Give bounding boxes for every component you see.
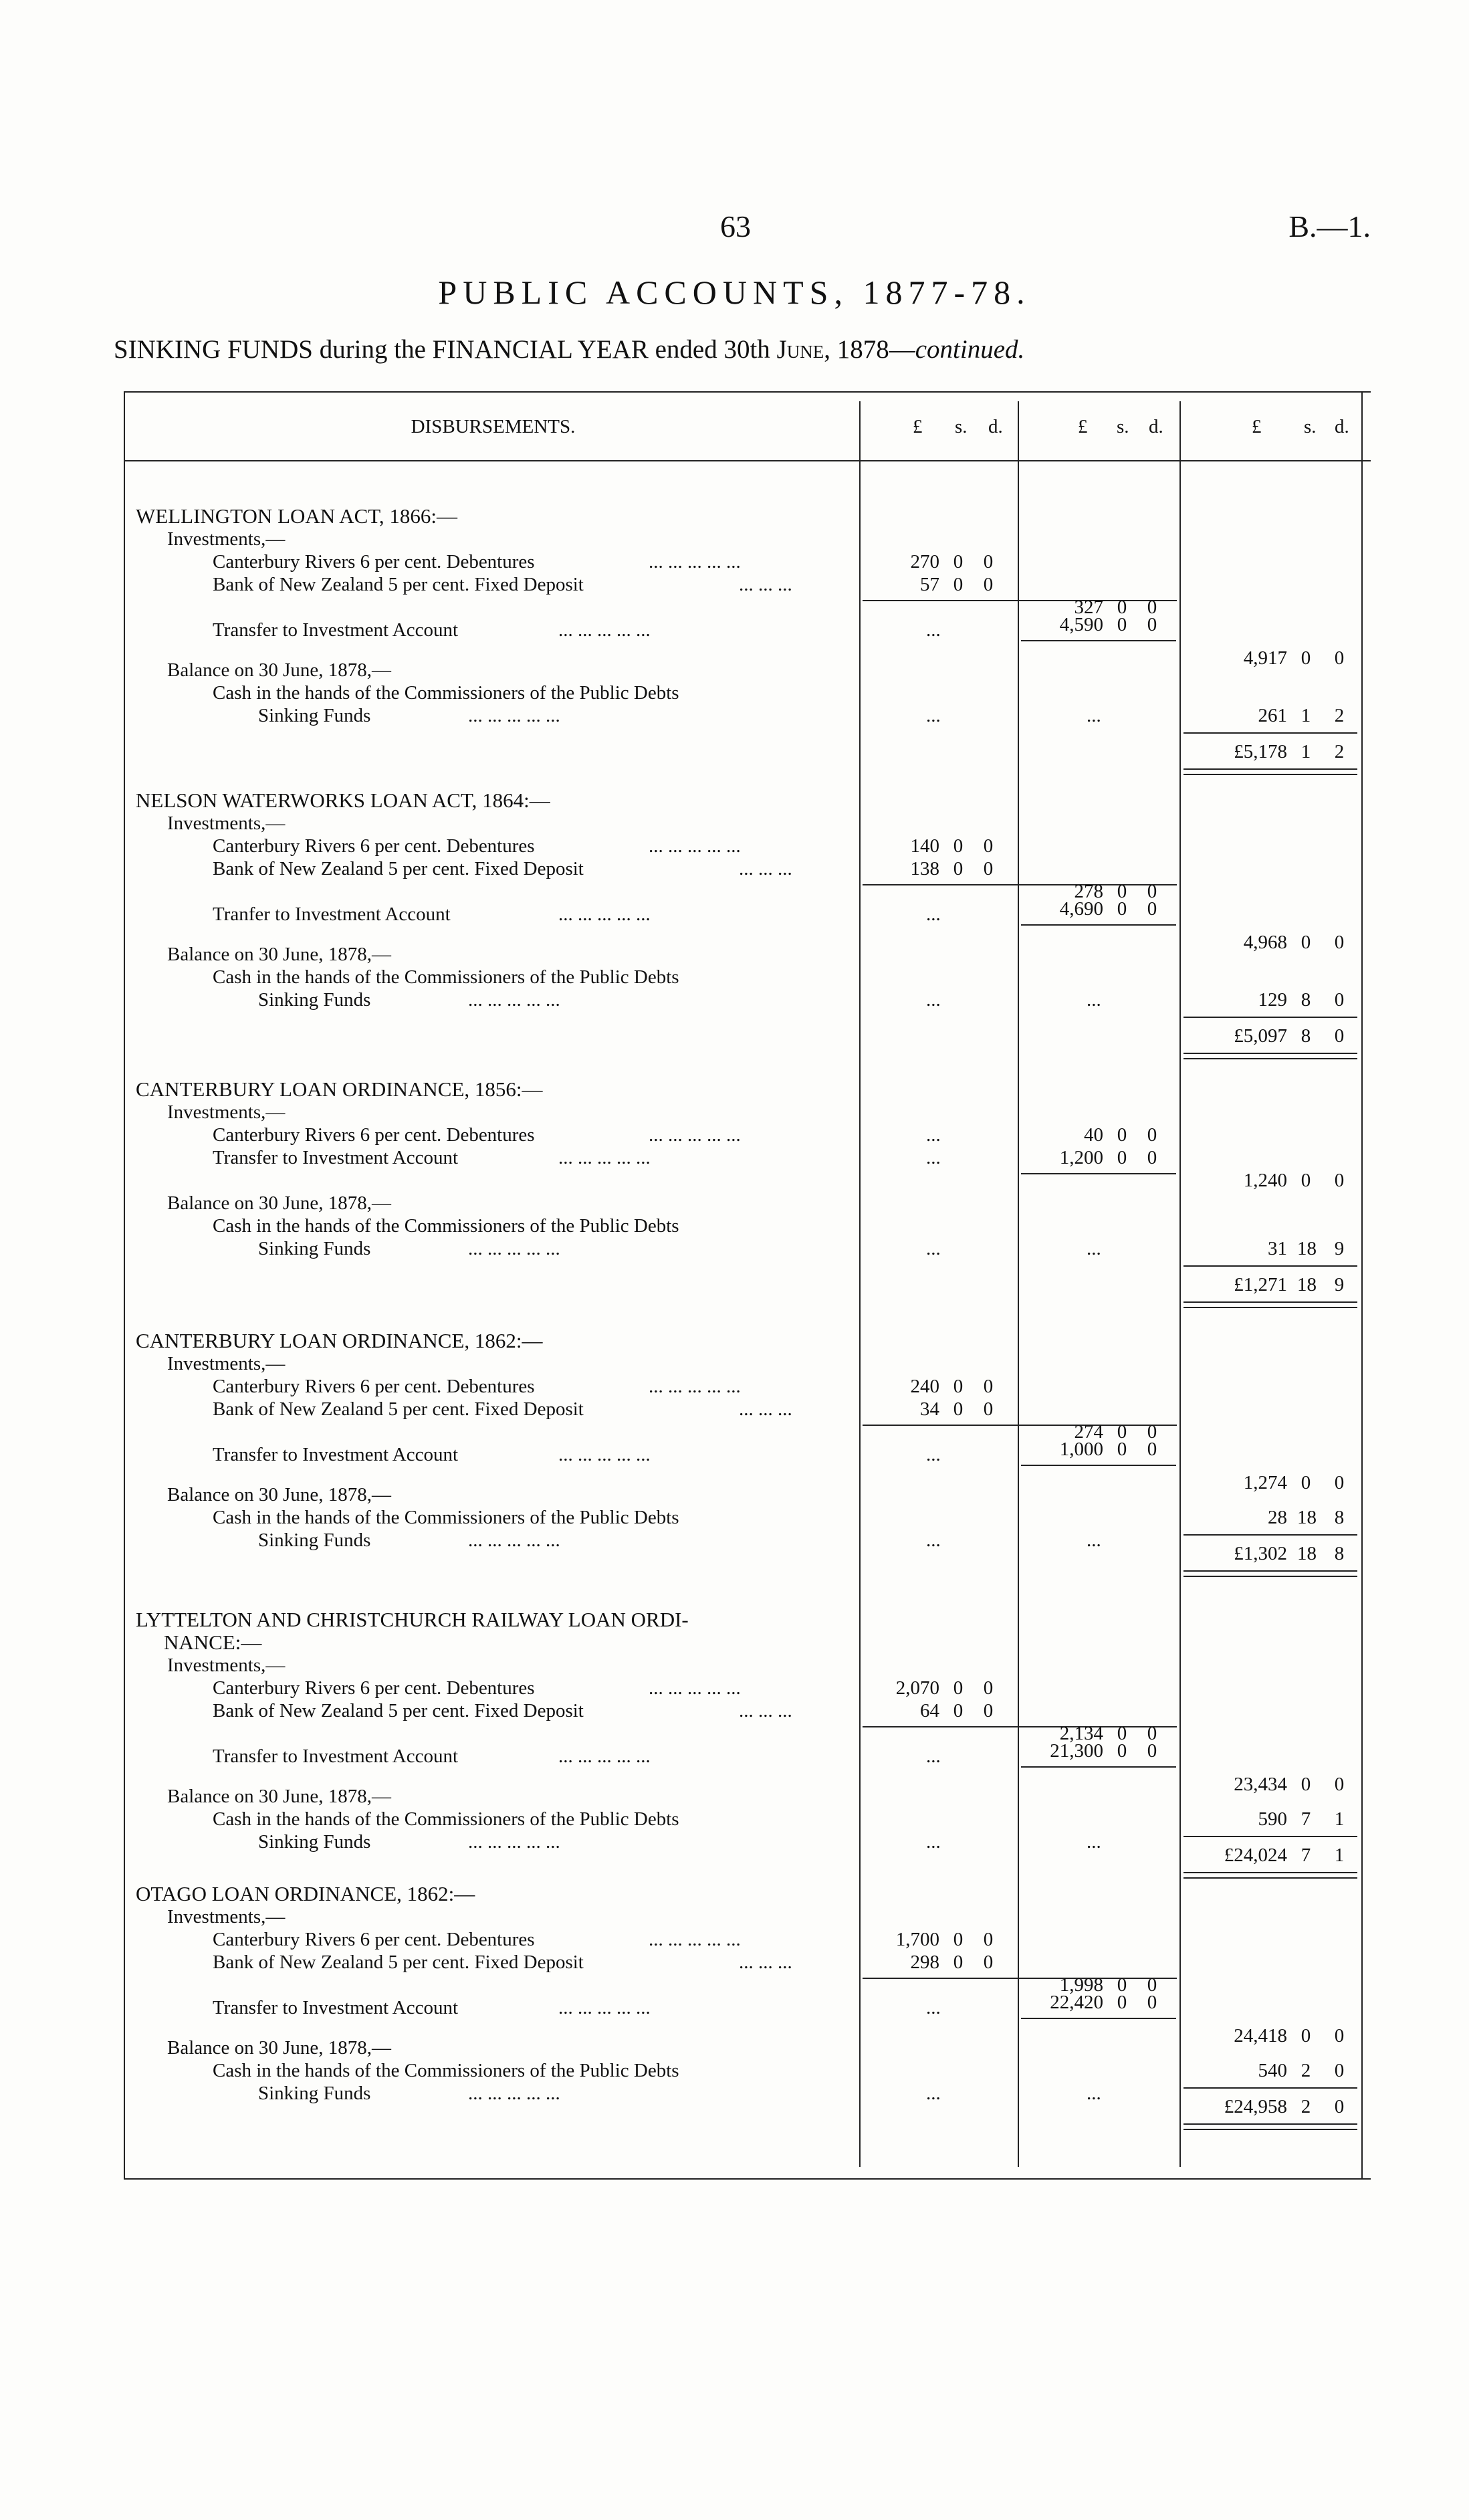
section-6-subtotal-pounds: 1,998 <box>1059 1974 1103 1996</box>
section-4-transfer-label: Transfer to Investment Account <box>213 1444 459 1465</box>
section-1-sinking-label: Sinking Funds <box>258 705 371 726</box>
section-5-bank-label: Bank of New Zealand 5 per cent. Fixed Deposit <box>213 1700 584 1721</box>
section-3-grand-total-pounds: £1,271 <box>1234 1274 1287 1295</box>
section-2-canterbury-amount-pounds: 140 <box>910 835 939 857</box>
section-6-investment-total-shillings: 0 <box>1301 2025 1311 2046</box>
section-1-bank-amount-pence: 0 <box>983 574 994 595</box>
section-2-grand-rule-1 <box>1183 1053 1357 1054</box>
section-3-sinking-label: Sinking Funds <box>258 1238 371 1259</box>
section-6-subtotal-shillings: 0 <box>1117 1974 1127 1996</box>
section-6-cash-c2-dots: ... <box>1087 2083 1101 2104</box>
section-6-transfer-amount-shillings: 0 <box>1117 1992 1127 2013</box>
section-2-cash-amount-shillings: 8 <box>1301 989 1311 1011</box>
section-6-subtotal-pence: 0 <box>1147 1974 1157 1996</box>
section-2-bank-amount-shillings: 0 <box>953 858 964 879</box>
section-5-canterbury-label: Canterbury Rivers 6 per cent. Debentures <box>213 1677 535 1699</box>
section-2-cash-amount-pence: 0 <box>1334 989 1345 1011</box>
section-1-grand-rule-2 <box>1183 774 1357 775</box>
section-3-cash-label: Cash in the hands of the Commissioners of the Public Debts <box>213 1215 679 1237</box>
section-3-cash-amount-pence: 9 <box>1334 1238 1345 1259</box>
section-1-investments-label: Investments,— <box>167 528 286 550</box>
section-3-cash-amount-shillings: 18 <box>1297 1238 1317 1259</box>
section-3-grand-rule-top <box>1183 1265 1357 1267</box>
col3-pound-header: £ <box>1252 416 1262 437</box>
section-5-investment-total-shillings: 0 <box>1301 1774 1311 1795</box>
section-1-cash-label: Cash in the hands of the Commissioners of the Public Debts <box>213 682 679 704</box>
section-1-bank-amount-shillings: 0 <box>953 574 964 595</box>
section-4-grand-total-pounds: £1,302 <box>1234 1543 1287 1564</box>
section-3-canterbury-leader: ... ... ... ... ... <box>649 1124 741 1146</box>
section-4-title: CANTERBURY LOAN ORDINANCE, 1862:— <box>136 1329 543 1352</box>
section-2-transfer-label: Tranfer to Investment Account <box>213 904 451 925</box>
section-6-bank-amount-shillings: 0 <box>953 1952 964 1973</box>
section-5-grand-rule-2 <box>1183 1877 1357 1879</box>
section-3-balance-label: Balance on 30 June, 1878,— <box>167 1192 392 1214</box>
section-1-grand-rule-top <box>1183 732 1357 734</box>
section-4-bank-amount-pounds: 34 <box>920 1398 939 1420</box>
section-6-cash-label: Cash in the hands of the Commissioners of the Public Debts <box>213 2060 679 2081</box>
section-3-transfer-leader: ... ... ... ... ... <box>558 1147 651 1168</box>
section-4-bank-amount-pence: 0 <box>983 1398 994 1420</box>
section-4-transfer-amount-pounds: 1,000 <box>1059 1439 1103 1460</box>
section-2-transfer-leader: ... ... ... ... ... <box>558 904 651 925</box>
document-reference: B.—1. <box>1288 209 1371 243</box>
section-4-investment-total-pounds: 1,274 <box>1243 1472 1287 1493</box>
section-5-cash-amount-pence: 1 <box>1334 1808 1345 1830</box>
col3-pence-header: d. <box>1335 416 1349 437</box>
section-5-subtotal-pence: 0 <box>1147 1723 1157 1744</box>
section-6-bank-amount-pence: 0 <box>983 1952 994 1973</box>
section-1-subtotal-pence: 0 <box>1147 597 1157 618</box>
section-5-sinking-leader: ... ... ... ... ... <box>468 1831 560 1853</box>
section-4-transfer-leader: ... ... ... ... ... <box>558 1444 651 1465</box>
section-5-grand-total-pence: 1 <box>1334 1845 1345 1866</box>
section-4-bank-leader: ... ... ... <box>739 1398 792 1420</box>
section-6-grand-total-pence: 0 <box>1334 2096 1345 2117</box>
section-2-canterbury-label: Canterbury Rivers 6 per cent. Debentures <box>213 835 535 857</box>
section-2-investment-total-shillings: 0 <box>1301 932 1311 953</box>
section-5-bank-amount-pence: 0 <box>983 1700 994 1721</box>
table-bottom-rule <box>124 2178 1371 2180</box>
section-1-transfer-label: Transfer to Investment Account <box>213 619 459 641</box>
section-5-investment-total-pence: 0 <box>1334 1774 1345 1795</box>
section-3-canterbury-amount-pence: 0 <box>1147 1124 1157 1146</box>
section-5-title-cont: NANCE:— <box>164 1631 262 1654</box>
section-5-canterbury-amount-shillings: 0 <box>953 1677 964 1699</box>
section-2-grand-rule-2 <box>1183 1058 1357 1059</box>
section-3-transfer-label: Transfer to Investment Account <box>213 1147 459 1168</box>
section-2-subtotal-shillings: 0 <box>1117 881 1127 902</box>
section-4-canterbury-amount-pence: 0 <box>983 1376 994 1397</box>
section-5-transfer-label: Transfer to Investment Account <box>213 1746 459 1767</box>
section-2-grand-total-shillings: 8 <box>1301 1025 1311 1047</box>
section-4-canterbury-label: Canterbury Rivers 6 per cent. Debentures <box>213 1376 535 1397</box>
section-3-cash-c1-dots: ... <box>926 1238 941 1259</box>
section-3-investments-label: Investments,— <box>167 1101 286 1123</box>
section-4-investment-total-shillings: 0 <box>1301 1472 1311 1493</box>
section-6-transfer-rule <box>1021 2018 1176 2019</box>
section-5-transfer-amount-shillings: 0 <box>1117 1740 1127 1762</box>
page-number: 63 <box>720 209 751 243</box>
section-1-transfer-leader: ... ... ... ... ... <box>558 619 651 641</box>
table-right-border <box>1361 391 1363 2180</box>
section-1-canterbury-amount-pounds: 270 <box>910 551 939 572</box>
section-6-investment-total-pence: 0 <box>1334 2025 1345 2046</box>
section-5-canterbury-leader: ... ... ... ... ... <box>649 1677 741 1699</box>
section-2-transfer-amount-pence: 0 <box>1147 898 1157 920</box>
section-2-canterbury-leader: ... ... ... ... ... <box>649 835 741 857</box>
section-6-cash-amount-shillings: 2 <box>1301 2060 1311 2081</box>
section-3-canterbury-amount-shillings: 0 <box>1117 1124 1127 1146</box>
section-1-canterbury-amount-shillings: 0 <box>953 551 964 572</box>
section-2-grand-total-pence: 0 <box>1334 1025 1345 1047</box>
subtitle-text: SINKING FUNDS during the FINANCIAL YEAR ended 30th <box>114 335 777 364</box>
section-1-subtotal-shillings: 0 <box>1117 597 1127 618</box>
section-4-transfer-rule <box>1021 1465 1176 1466</box>
section-5-subtotal-pounds: 2,134 <box>1059 1723 1103 1744</box>
section-4-transfer-amount-pence: 0 <box>1147 1439 1157 1460</box>
section-6-cash-c1-dots: ... <box>926 2083 941 2104</box>
section-6-title: OTAGO LOAN ORDINANCE, 1862:— <box>136 1882 475 1905</box>
section-5-grand-rule-top <box>1183 1836 1357 1837</box>
section-6-bank-label: Bank of New Zealand 5 per cent. Fixed Deposit <box>213 1952 584 1973</box>
section-4-grand-rule-top <box>1183 1534 1357 1536</box>
section-5-canterbury-amount-pounds: 2,070 <box>895 1677 939 1699</box>
section-3-cash-amount-pounds: 31 <box>1268 1238 1287 1259</box>
section-5-investment-total-pounds: 23,434 <box>1234 1774 1287 1795</box>
section-4-balance-label: Balance on 30 June, 1878,— <box>167 1484 392 1505</box>
section-1-cash-c1-dots: ... <box>926 705 941 726</box>
section-4-canterbury-amount-pounds: 240 <box>910 1376 939 1397</box>
section-5-balance-label: Balance on 30 June, 1878,— <box>167 1786 392 1807</box>
section-6-canterbury-leader: ... ... ... ... ... <box>649 1929 741 1950</box>
section-1-title: WELLINGTON LOAN ACT, 1866:— <box>136 504 458 528</box>
section-1-cash-c2-dots: ... <box>1087 705 1101 726</box>
section-4-subtotal-pence: 0 <box>1147 1421 1157 1443</box>
section-1-transfer-rule <box>1021 640 1176 641</box>
section-5-grand-total-shillings: 7 <box>1301 1845 1311 1866</box>
section-1-bank-amount-pounds: 57 <box>920 574 939 595</box>
section-2-investment-total-pounds: 4,968 <box>1243 932 1287 953</box>
section-1-transfer-amount-pence: 0 <box>1147 614 1157 635</box>
section-3-grand-total-pence: 9 <box>1334 1274 1345 1295</box>
section-5-transfer-amount-pence: 0 <box>1147 1740 1157 1762</box>
section-2-cash-amount-pounds: 129 <box>1258 989 1287 1011</box>
col2-shilling-header: s. <box>1117 416 1129 437</box>
section-4-sinking-label: Sinking Funds <box>258 1530 371 1551</box>
section-1-grand-total-shillings: 1 <box>1301 741 1311 762</box>
section-6-transfer-amount-pounds: 22,420 <box>1050 1992 1103 2013</box>
col1-pound-header: £ <box>913 416 923 437</box>
section-3-grand-rule-2 <box>1183 1307 1357 1308</box>
table-top-rule <box>124 391 1371 393</box>
section-5-canterbury-amount-pence: 0 <box>983 1677 994 1699</box>
section-6-canterbury-amount-pounds: 1,700 <box>895 1929 939 1950</box>
section-4-grand-total-shillings: 18 <box>1297 1543 1317 1564</box>
column-rule-1 <box>859 401 861 2167</box>
section-1-transfer-amount-pounds: 4,590 <box>1059 614 1103 635</box>
col2-pound-header: £ <box>1078 416 1088 437</box>
section-4-cash-amount-shillings: 18 <box>1297 1507 1317 1528</box>
section-1-transfer-c1-dots: ... <box>926 619 941 641</box>
section-2-canterbury-amount-shillings: 0 <box>953 835 964 857</box>
section-3-canterbury-label: Canterbury Rivers 6 per cent. Debentures <box>213 1124 535 1146</box>
section-2-transfer-c1-dots: ... <box>926 904 941 925</box>
section-5-grand-total-pounds: £24,024 <box>1224 1845 1287 1866</box>
section-3-cash-c2-dots: ... <box>1087 1238 1101 1259</box>
section-1-canterbury-amount-pence: 0 <box>983 551 994 572</box>
column-rule-2 <box>1018 401 1019 2167</box>
subtitle-month: June <box>776 335 824 364</box>
section-5-investments-label: Investments,— <box>167 1655 286 1676</box>
section-1-bank-leader: ... ... ... <box>739 574 792 595</box>
section-4-transfer-amount-shillings: 0 <box>1117 1439 1127 1460</box>
col3-shilling-header: s. <box>1304 416 1317 437</box>
col1-shilling-header: s. <box>955 416 968 437</box>
section-5-transfer-rule <box>1021 1766 1176 1768</box>
section-3-transfer-c1-dots: ... <box>926 1147 941 1168</box>
section-6-sinking-label: Sinking Funds <box>258 2083 371 2104</box>
section-2-cash-c2-dots: ... <box>1087 989 1101 1011</box>
section-4-canterbury-amount-shillings: 0 <box>953 1376 964 1397</box>
section-3-transfer-amount-pence: 0 <box>1147 1147 1157 1168</box>
section-6-canterbury-amount-pence: 0 <box>983 1929 994 1950</box>
section-2-bank-amount-pounds: 138 <box>910 858 939 879</box>
page-title: PUBLIC ACCOUNTS, 1877-78. <box>438 274 1031 311</box>
section-1-investment-total-shillings: 0 <box>1301 647 1311 669</box>
header-bottom-rule <box>124 460 1371 461</box>
section-5-cash-c2-dots: ... <box>1087 1831 1101 1853</box>
section-3-sinking-leader: ... ... ... ... ... <box>468 1238 560 1259</box>
section-5-title: LYTTELTON AND CHRISTCHURCH RAILWAY LOAN ORDI- <box>136 1608 689 1631</box>
section-1-sinking-leader: ... ... ... ... ... <box>468 705 560 726</box>
section-2-transfer-rule <box>1021 924 1176 926</box>
section-1-grand-rule-1 <box>1183 768 1357 770</box>
subtitle-year: , 1878— <box>824 335 915 364</box>
section-4-cash-amount-pence: 8 <box>1334 1507 1345 1528</box>
section-6-cash-amount-pounds: 540 <box>1258 2060 1287 2081</box>
section-3-investment-total-pounds: 1,240 <box>1243 1170 1287 1191</box>
section-2-investment-total-pence: 0 <box>1334 932 1345 953</box>
section-1-grand-total-pounds: £5,178 <box>1234 741 1287 762</box>
section-4-bank-label: Bank of New Zealand 5 per cent. Fixed Deposit <box>213 1398 584 1420</box>
section-6-transfer-amount-pence: 0 <box>1147 1992 1157 2013</box>
section-1-canterbury-label: Canterbury Rivers 6 per cent. Debentures <box>213 551 535 572</box>
section-4-grand-total-pence: 8 <box>1334 1543 1345 1564</box>
section-3-investment-total-pence: 0 <box>1334 1170 1345 1191</box>
section-5-transfer-leader: ... ... ... ... ... <box>558 1746 651 1767</box>
section-6-grand-rule-top <box>1183 2087 1357 2089</box>
section-3-investment-total-shillings: 0 <box>1301 1170 1311 1191</box>
section-1-cash-amount-shillings: 1 <box>1301 705 1311 726</box>
section-6-canterbury-label: Canterbury Rivers 6 per cent. Debentures <box>213 1929 535 1950</box>
section-3-canterbury-c1-dots: ... <box>926 1124 941 1146</box>
section-6-grand-rule-1 <box>1183 2123 1357 2125</box>
section-2-bank-leader: ... ... ... <box>739 858 792 879</box>
section-2-grand-rule-top <box>1183 1017 1357 1018</box>
section-2-bank-amount-pence: 0 <box>983 858 994 879</box>
section-4-cash-c2-dots: ... <box>1087 1530 1101 1551</box>
section-2-subtotal-pounds: 278 <box>1074 881 1103 902</box>
section-4-canterbury-leader: ... ... ... ... ... <box>649 1376 741 1397</box>
col1-pence-header: d. <box>988 416 1003 437</box>
section-4-cash-amount-pounds: 28 <box>1268 1507 1287 1528</box>
section-3-canterbury-amount-pounds: 40 <box>1084 1124 1103 1146</box>
section-4-subtotal-pounds: 274 <box>1074 1421 1103 1443</box>
section-4-subtotal-shillings: 0 <box>1117 1421 1127 1443</box>
section-1-cash-amount-pounds: 261 <box>1258 705 1287 726</box>
section-1-bank-label: Bank of New Zealand 5 per cent. Fixed Deposit <box>213 574 584 595</box>
section-6-canterbury-amount-shillings: 0 <box>953 1929 964 1950</box>
section-5-cash-amount-shillings: 7 <box>1301 1808 1311 1830</box>
column-header-disbursements: DISBURSEMENTS. <box>411 416 576 437</box>
section-1-cash-amount-pence: 2 <box>1334 705 1345 726</box>
section-1-investment-total-pounds: 4,917 <box>1243 647 1287 669</box>
section-6-sinking-leader: ... ... ... ... ... <box>468 2083 560 2104</box>
section-2-sinking-label: Sinking Funds <box>258 989 371 1011</box>
section-4-cash-label: Cash in the hands of the Commissioners of the Public Debts <box>213 1507 679 1528</box>
section-1-balance-label: Balance on 30 June, 1878,— <box>167 659 392 681</box>
section-2-transfer-amount-pounds: 4,690 <box>1059 898 1103 920</box>
section-2-subtotal-pence: 0 <box>1147 881 1157 902</box>
section-6-cash-amount-pence: 0 <box>1334 2060 1345 2081</box>
section-5-bank-amount-pounds: 64 <box>920 1700 939 1721</box>
section-6-grand-total-pounds: £24,958 <box>1224 2096 1287 2117</box>
page-subtitle <box>114 334 1384 364</box>
section-6-investment-total-pounds: 24,418 <box>1234 2025 1287 2046</box>
section-2-investments-label: Investments,— <box>167 813 286 834</box>
section-2-title: NELSON WATERWORKS LOAN ACT, 1864:— <box>136 789 550 812</box>
section-2-cash-c1-dots: ... <box>926 989 941 1011</box>
section-4-cash-c1-dots: ... <box>926 1530 941 1551</box>
section-2-canterbury-amount-pence: 0 <box>983 835 994 857</box>
section-3-title: CANTERBURY LOAN ORDINANCE, 1856:— <box>136 1077 543 1101</box>
section-3-grand-total-shillings: 18 <box>1297 1274 1317 1295</box>
section-6-grand-total-shillings: 2 <box>1301 2096 1311 2117</box>
subtitle-continued: continued. <box>915 335 1025 364</box>
section-4-bank-amount-shillings: 0 <box>953 1398 964 1420</box>
section-6-balance-label: Balance on 30 June, 1878,— <box>167 2037 392 2059</box>
section-6-transfer-leader: ... ... ... ... ... <box>558 1997 651 2018</box>
section-5-cash-c1-dots: ... <box>926 1831 941 1853</box>
section-6-bank-amount-pounds: 298 <box>910 1952 939 1973</box>
section-1-canterbury-leader: ... ... ... ... ... <box>649 551 741 572</box>
section-5-subtotal-shillings: 0 <box>1117 1723 1127 1744</box>
section-5-transfer-c1-dots: ... <box>926 1746 941 1767</box>
section-4-sinking-leader: ... ... ... ... ... <box>468 1530 560 1551</box>
section-2-transfer-amount-shillings: 0 <box>1117 898 1127 920</box>
section-3-grand-rule-1 <box>1183 1301 1357 1303</box>
section-5-cash-amount-pounds: 590 <box>1258 1808 1287 1830</box>
section-1-subtotal-pounds: 327 <box>1074 597 1103 618</box>
section-4-grand-rule-1 <box>1183 1570 1357 1572</box>
section-5-bank-leader: ... ... ... <box>739 1700 792 1721</box>
section-5-bank-amount-shillings: 0 <box>953 1700 964 1721</box>
section-5-grand-rule-1 <box>1183 1872 1357 1873</box>
section-4-investment-total-pence: 0 <box>1334 1472 1345 1493</box>
section-2-sinking-leader: ... ... ... ... ... <box>468 989 560 1011</box>
section-4-grand-rule-2 <box>1183 1576 1357 1577</box>
section-6-grand-rule-2 <box>1183 2129 1357 2130</box>
section-2-grand-total-pounds: £5,097 <box>1234 1025 1287 1047</box>
section-6-transfer-label: Transfer to Investment Account <box>213 1997 459 2018</box>
section-5-sinking-label: Sinking Funds <box>258 1831 371 1853</box>
section-3-transfer-amount-shillings: 0 <box>1117 1147 1127 1168</box>
col2-pence-header: d. <box>1149 416 1163 437</box>
section-6-transfer-c1-dots: ... <box>926 1997 941 2018</box>
section-2-bank-label: Bank of New Zealand 5 per cent. Fixed Deposit <box>213 858 584 879</box>
section-4-investments-label: Investments,— <box>167 1353 286 1374</box>
table-left-border <box>124 391 125 2180</box>
section-1-transfer-amount-shillings: 0 <box>1117 614 1127 635</box>
section-1-grand-total-pence: 2 <box>1334 741 1345 762</box>
section-1-investment-total-pence: 0 <box>1334 647 1345 669</box>
section-5-cash-label: Cash in the hands of the Commissioners of the Public Debts <box>213 1808 679 1830</box>
section-6-bank-leader: ... ... ... <box>739 1952 792 1973</box>
section-2-balance-label: Balance on 30 June, 1878,— <box>167 944 392 965</box>
section-6-investments-label: Investments,— <box>167 1906 286 1927</box>
section-5-transfer-amount-pounds: 21,300 <box>1050 1740 1103 1762</box>
section-2-cash-label: Cash in the hands of the Commissioners of the Public Debts <box>213 966 679 988</box>
section-3-transfer-amount-pounds: 1,200 <box>1059 1147 1103 1168</box>
section-4-transfer-c1-dots: ... <box>926 1444 941 1465</box>
